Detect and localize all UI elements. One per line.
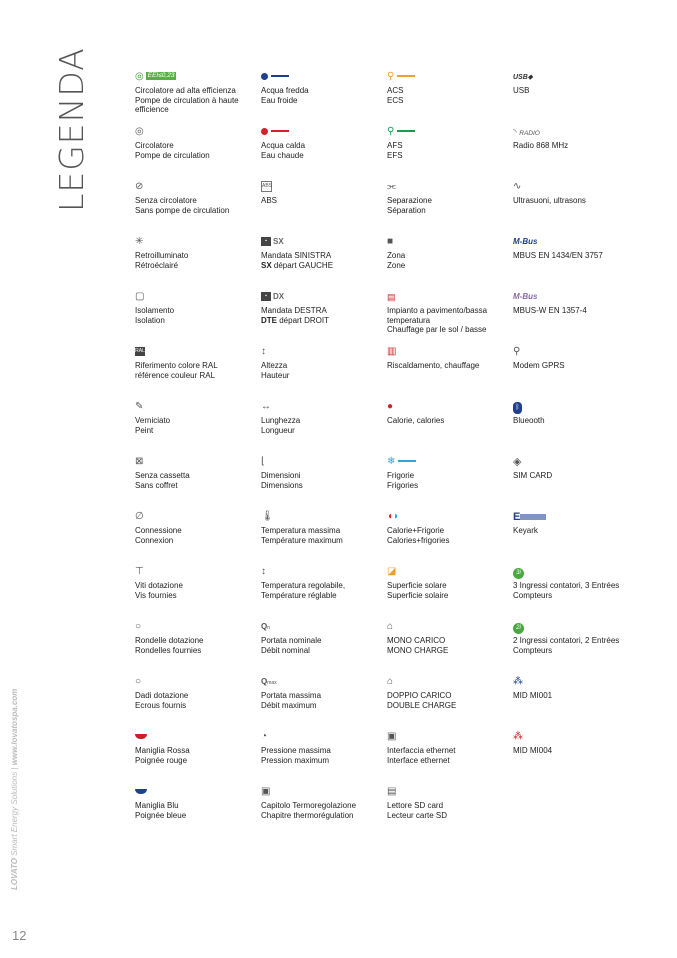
legend-item <box>513 510 635 565</box>
heating-icon: ▥ <box>387 346 397 357</box>
legend-label-fr: MONO CHARGE <box>387 645 449 655</box>
legend-label-it: MONO CARICO <box>387 636 446 645</box>
legend-item <box>513 400 635 455</box>
legend-label-fr: Compteurs <box>513 590 553 600</box>
legend-label-fr: référence couleur RAL <box>135 370 216 380</box>
height-icon: ↕ <box>261 346 266 357</box>
legend-label-it: Mandata DESTRA <box>261 306 327 315</box>
legend-item <box>135 290 257 345</box>
cold-tap-icon: ⚲ <box>387 125 509 139</box>
brand-tagline: Smart Energy Solutions | <box>10 765 19 858</box>
legend-item <box>513 455 635 510</box>
no-box-icon: ⊠ <box>135 456 144 467</box>
legend-label-fr: DOUBLE CHARGE <box>387 700 457 710</box>
legend-label-it: ABS <box>261 196 278 205</box>
two-inputs-icon: 2i <box>513 620 635 634</box>
insulation-icon: ▢ <box>135 291 145 302</box>
legend-label-it: Keyark <box>513 526 538 535</box>
legend-item <box>261 290 383 345</box>
legend-item <box>261 125 383 180</box>
max-flow-icon: Qmax <box>261 677 277 686</box>
max-temperature-icon: 🌡︎ <box>261 511 274 522</box>
legend-item <box>261 345 383 400</box>
left-supply-icon: ▪ SX <box>261 235 383 249</box>
legend-item <box>387 455 509 510</box>
nuts-icon: ○ <box>135 676 142 687</box>
legend-item <box>513 180 635 235</box>
legend-label-it: Senza circolatore <box>135 196 197 205</box>
legend-label-fr-text: départ DROIT <box>277 315 330 325</box>
page-title: LEGENDA <box>52 47 91 212</box>
legend-label-it: Maniglia Rossa <box>135 746 190 755</box>
legend-label-fr: Isolation <box>135 315 165 325</box>
legend-item <box>135 455 257 510</box>
pump-efficient-icon: ◎ EEI≤0,23 <box>135 71 175 82</box>
single-charge-icon: ⌂ <box>387 621 394 632</box>
legend-item <box>387 290 509 345</box>
ral-icon: RAL <box>135 347 145 354</box>
separation-icon: ⫘ <box>387 181 396 192</box>
legend-item <box>135 620 257 675</box>
legend-item <box>261 400 383 455</box>
dhw-icon: ⚲ <box>387 70 509 84</box>
legend-item <box>513 125 635 180</box>
legend-label-fr: Dimensions <box>261 480 303 490</box>
legend-label-it: MID MI001 <box>513 691 553 700</box>
legend-item <box>513 730 635 785</box>
legend-label-it: Verniciato <box>135 416 171 425</box>
legend-label-fr-code: DTE <box>261 315 277 325</box>
blue-handle-icon <box>135 785 257 799</box>
legend-label-it: Riferimento colore RAL <box>135 361 218 370</box>
right-supply-icon: ▪ DX <box>261 290 383 304</box>
hot-water-icon <box>261 125 383 139</box>
abs-icon: ABS <box>261 180 383 194</box>
legend-label-it: Riscaldamento, chauffage <box>387 361 480 370</box>
thermoregulation-icon: ▣ <box>261 786 271 797</box>
legend-label-it: Lettore SD card <box>387 801 444 810</box>
legend-grid <box>135 70 655 840</box>
floor-heating-icon: ▤ <box>387 292 396 302</box>
legend-item <box>135 235 257 290</box>
legend-label-it: Dadi dotazione <box>135 691 189 700</box>
legend-item <box>135 180 257 235</box>
zone-icon: ■ <box>387 236 394 247</box>
double-charge-icon: ⌂ <box>387 676 394 687</box>
legend-item <box>513 675 635 730</box>
legend-label-it: Superficie solare <box>387 581 447 590</box>
legend-label-fr: Chauffage par le sol / basse <box>387 325 487 335</box>
legend-item <box>261 730 383 785</box>
legend-item <box>135 785 257 840</box>
legend-label-fr: Température réglable <box>261 590 337 600</box>
solar-icon: ◪ <box>387 566 397 577</box>
legend-label-fr: Pompe de circulation <box>135 150 210 160</box>
legend-label-it: Circolatore <box>135 141 174 150</box>
legend-item <box>513 620 635 675</box>
legend-label-it: Zona <box>387 251 406 260</box>
legend-item <box>135 675 257 730</box>
legend-label-fr: Ecrous fournis <box>135 700 187 710</box>
legend-label-it: Retroilluminato <box>135 251 189 260</box>
legend-label-fr-text: départ GAUCHE <box>271 260 334 270</box>
sim-card-icon: ◈ <box>513 456 522 468</box>
legend-label-it: Calorie+Frigorie <box>387 526 445 535</box>
flame-icon: ● <box>387 401 394 412</box>
brand-name: LOVATO <box>10 858 19 890</box>
legend-label-fr: Pompe de circulation à haute efficience <box>135 95 239 115</box>
legend-label-it: Lunghezza <box>261 416 301 425</box>
legend-item <box>513 290 635 345</box>
legend-item <box>261 70 383 125</box>
legend-item <box>387 345 509 400</box>
legend-label-it: Separazione <box>387 196 432 205</box>
three-inputs-icon: 3i <box>513 565 635 579</box>
legend-label-fr: Compteurs <box>513 645 553 655</box>
legend-item <box>261 510 383 565</box>
legend-label-fr: Débit maximum <box>261 700 317 710</box>
legend-label-it: Frigorie <box>387 471 415 480</box>
legend-label-fr: Zone <box>387 260 406 270</box>
legend-item <box>261 565 383 620</box>
legend-item <box>387 785 509 840</box>
cold-water-icon <box>261 70 383 84</box>
legend-label-it: Acqua fredda <box>261 86 309 95</box>
legend-item <box>135 345 257 400</box>
nominal-flow-icon: Qn <box>261 622 271 631</box>
legend-label-fr: Peint <box>135 425 154 435</box>
legend-item <box>135 125 257 180</box>
legend-label-fr: Lecteur carte SD <box>387 810 448 820</box>
legend-label-it: Maniglia Blu <box>135 801 179 810</box>
legend-label-fr: Sans coffret <box>135 480 178 490</box>
backlight-icon: ✳ <box>135 236 144 247</box>
legend-label-it: Isolamento <box>135 306 175 315</box>
legend-label-it: Blueooth <box>513 416 545 425</box>
usb-icon: USB⬥ <box>513 74 533 81</box>
legend-label-fr: Séparation <box>387 205 426 215</box>
legend-label-it: Viti dotazione <box>135 581 183 590</box>
legend-label-fr: Rétroéclairé <box>135 260 179 270</box>
legend-label-it: DOPPIO CARICO <box>387 691 452 700</box>
legend-label-it: Portata nominale <box>261 636 322 645</box>
legend-label-fr: ECS <box>387 95 404 105</box>
page-number: 12 <box>12 928 27 943</box>
legend-label-fr: Poignée bleue <box>135 810 187 820</box>
pump-icon: ◎ <box>135 126 144 137</box>
red-handle-icon <box>135 730 257 744</box>
legend-label-it: 2 Ingressi contatori, 2 Entrées <box>513 636 620 645</box>
legend-label-fr: Vis fournies <box>135 590 177 600</box>
legend-item <box>387 620 509 675</box>
legend-label-it: Ultrasuoni, ultrasons <box>513 196 586 205</box>
legend-item <box>387 235 509 290</box>
legend-item <box>513 70 635 125</box>
mid-mi004-icon: ⁂ <box>513 731 523 742</box>
legend-label-it: Modem GPRS <box>513 361 565 370</box>
ethernet-icon: ▣ <box>387 731 397 742</box>
bluetooth-icon: ᛒ <box>513 400 635 414</box>
legend-label-fr: Débit nominal <box>261 645 310 655</box>
legend-label-fr: EFS <box>387 150 403 160</box>
legend-label-it: Temperatura regolabile, <box>261 581 346 590</box>
legend-item <box>513 565 635 620</box>
legend-label-fr: Température maximum <box>261 535 343 545</box>
legend-label-fr: Poignée rouge <box>135 755 188 765</box>
legend-item <box>135 730 257 785</box>
legend-label-it: Capitolo Termoregolazione <box>261 801 357 810</box>
mbus-icon: M-Bus <box>513 237 538 246</box>
legend-item <box>513 345 635 400</box>
legend-label-fr: Superficie solaire <box>387 590 449 600</box>
legend-label-fr: Interface ethernet <box>387 755 450 765</box>
paint-icon: ✎ <box>135 401 144 412</box>
legend-label-it: Impianto a pavimento/bassa temperatura <box>387 306 488 325</box>
sd-card-icon: ▤ <box>387 786 397 797</box>
legend-item <box>135 400 257 455</box>
dimensions-icon: ⌊ <box>261 456 265 467</box>
max-pressure-icon: ◔ <box>261 731 268 742</box>
legend-item <box>261 235 383 290</box>
legend-label-it: Calorie, calories <box>387 416 445 425</box>
legend-label-it: Pressione massima <box>261 746 331 755</box>
legend-label-it: Radio 868 MHz <box>513 141 569 150</box>
snowflake-icon: ❄ <box>387 455 509 469</box>
legend-item <box>261 785 383 840</box>
legend-label-fr: Hauteur <box>261 370 290 380</box>
legend-label-it: MBUS-W EN 1357-4 <box>513 306 587 315</box>
legend-label-it: AFS <box>387 141 403 150</box>
legend-label-fr: Eau froide <box>261 95 298 105</box>
heat-cool-icon: ◖◗ <box>387 511 400 522</box>
legend-item <box>135 565 257 620</box>
legend-label-it: Portata massima <box>261 691 322 700</box>
radio-icon: ◝ RADIO <box>513 127 540 137</box>
no-pump-icon: ⊘ <box>135 181 144 192</box>
website-url: www.lovatospa.com <box>10 688 19 766</box>
legend-label-fr: Pression maximum <box>261 755 330 765</box>
legend-item <box>387 180 509 235</box>
legend-item <box>387 510 509 565</box>
legend-label-it: Connessione <box>135 526 182 535</box>
legend-label-it: MBUS EN 1434/EN 3757 <box>513 251 603 260</box>
legend-label-it: Temperatura massima <box>261 526 341 535</box>
legend-label-it: Circolatore ad alta efficienza <box>135 86 236 95</box>
legend-label-it: Mandata SINISTRA <box>261 251 332 260</box>
legend-label-it: ACS <box>387 86 404 95</box>
legend-label-fr <box>261 261 383 271</box>
legend-item <box>387 400 509 455</box>
legend-label-it: 3 Ingressi contatori, 3 Entrées <box>513 581 620 590</box>
efficiency-badge: EEI≤0,23 <box>147 72 175 80</box>
legend-item <box>135 510 257 565</box>
mid-mi001-icon: ⁂ <box>513 676 523 687</box>
legend-label-it: MID MI004 <box>513 746 553 755</box>
legend-item <box>387 125 509 180</box>
legend-item <box>387 675 509 730</box>
legend-label-fr: Sans pompe de circulation <box>135 205 230 215</box>
washers-icon: ○ <box>135 621 142 632</box>
legend-label-it: Senza cassetta <box>135 471 190 480</box>
legend-item <box>261 675 383 730</box>
legend-label-fr-code: SX <box>261 260 272 270</box>
legend-label-fr: Calories+frigories <box>387 535 450 545</box>
legend-label-fr: Longueur <box>261 425 295 435</box>
legend-label-it: Interfaccia ethernet <box>387 746 456 755</box>
legend-label-fr: Eau chaude <box>261 150 304 160</box>
legend-item <box>387 565 509 620</box>
legend-item <box>513 235 635 290</box>
legend-label-it: Rondelle dotazione <box>135 636 204 645</box>
legend-label-fr <box>261 316 383 326</box>
legend-label-fr: Chapitre thermorégulation <box>261 810 354 820</box>
legend-item <box>387 70 509 125</box>
legend-label-it: Altezza <box>261 361 288 370</box>
connection-icon: ∅ <box>135 511 144 522</box>
gprs-antenna-icon: ⚲ <box>513 346 521 357</box>
length-icon: ↔ <box>261 401 271 412</box>
side-footer <box>10 640 24 890</box>
legend-item <box>261 455 383 510</box>
legend-label-fr: Connexion <box>135 535 174 545</box>
legend-label-it: USB <box>513 86 530 95</box>
legend-label-it: Dimensioni <box>261 471 301 480</box>
screws-icon: ⊤ <box>135 566 144 577</box>
legend-item <box>261 620 383 675</box>
adjustable-temperature-icon: ↕ <box>261 566 266 577</box>
legend-item <box>135 70 257 125</box>
legend-item <box>387 730 509 785</box>
legend-item <box>261 180 383 235</box>
keyark-icon: E <box>513 510 635 524</box>
legend-label-fr: Rondelles fournies <box>135 645 202 655</box>
legend-label-it: Acqua calda <box>261 141 306 150</box>
legend-label-it: SIM CARD <box>513 471 553 480</box>
wmbus-icon: M-Bus <box>513 292 538 301</box>
legend-label-fr: Frigories <box>387 480 419 490</box>
ultrasonic-icon: ∿ <box>513 181 522 192</box>
